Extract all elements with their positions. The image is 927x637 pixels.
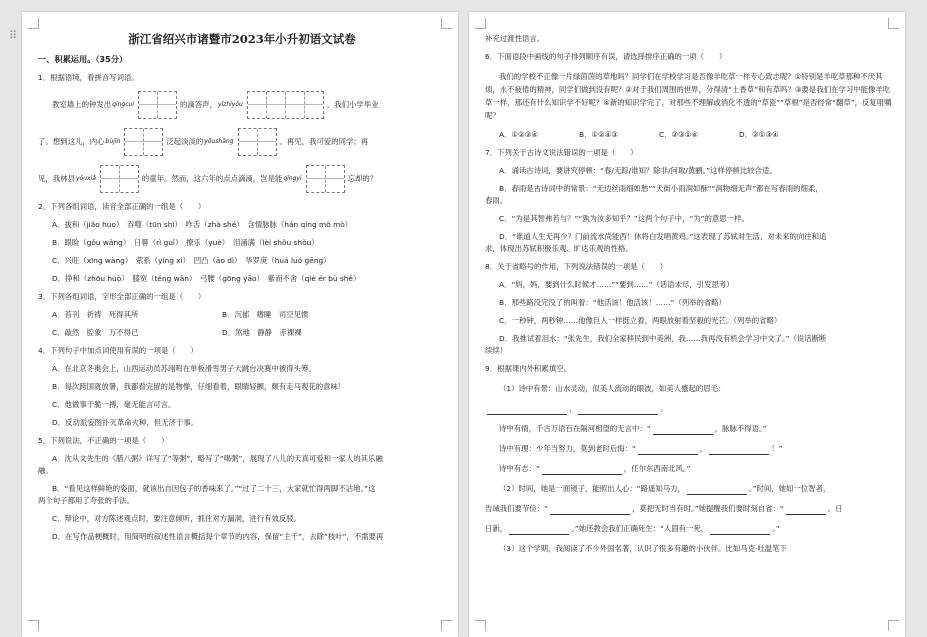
question-1-stem: 1．根据语境，看拼音写词语。	[38, 73, 139, 82]
question-4-stem: 4．下列句子中加点词使用有误的一项是（ ）	[38, 346, 198, 355]
text-span: 了。想到这儿，内心	[38, 137, 105, 146]
answer-blank[interactable]	[687, 486, 747, 495]
text-span: 的滴答声，	[180, 100, 217, 109]
pinyin: qīngcuì	[112, 101, 134, 108]
crop-mark	[441, 620, 452, 631]
option-b: B．“看见这样鲜艳的姿面，就该出自因包子的香味来了。”“过了二十三，大家就忙得两脚不沾地。”这	[52, 484, 376, 493]
option-a: A．苔刊 祈祷 死得其所	[52, 310, 139, 319]
crop-mark	[888, 620, 899, 631]
option-a: A．诵读古诗词，要讲究停顿：“春/无踪/谁知？除非/问取/黄鹂。”这样停顿比较合适。	[499, 166, 777, 175]
text-span: ，任尔东西南北风。”	[623, 464, 691, 473]
text-span: 。日	[827, 504, 843, 513]
pinyin: yīzhìyǒu	[217, 101, 243, 108]
pinyin: yōuxiǎ	[75, 175, 96, 182]
option-c: C．②③①④	[659, 130, 699, 139]
page-content	[485, 34, 893, 562]
fill-line: ， 。	[485, 402, 893, 415]
option-b: B．每次跨国就放暑，我都看完留的是物像，仔细看着，眼睛轻颤，颇有走马观花的意味！	[52, 382, 346, 391]
answer-blank[interactable]	[653, 426, 713, 435]
question-9-stem: 9．根据课内外积累填空。	[485, 364, 572, 373]
pinyin: bùjīn	[105, 138, 121, 145]
answer-blank[interactable]	[487, 406, 567, 415]
text-span: （2）时间，她是一面镜子，能照出人心：“路遥知马力，	[499, 484, 685, 493]
text-span: 。”她还教会我们正确死生：“人固有一死，	[571, 524, 709, 533]
question-8-stem: 8．关于省略号的作用，下列说法错误的一项是（ ）	[485, 262, 668, 271]
writing-grid[interactable]	[247, 91, 324, 119]
answer-blank[interactable]	[786, 506, 826, 515]
question-7-stem: 7．下列关于古诗文说法错误的一项是（ ）	[485, 148, 638, 157]
document-page-left	[22, 12, 458, 637]
option-d: D．“谁道人生无再少？门前流水尚能西！休将白发唱黄鸡。”这表现了苏轼对生活、对未来的向往和追	[499, 232, 827, 241]
option-a: A．①②③④	[499, 130, 538, 139]
text-span: 。	[660, 404, 668, 413]
text-span: 教室墙上的钟发出	[52, 100, 112, 109]
fill-line	[485, 502, 893, 515]
option-b: B．眼睑（gǒu wǎng） 日晷（rì guǐ） 撩乐（yuè） 泪涌满（lèi shǒu shǒu）	[52, 238, 319, 247]
answer-blank[interactable]	[542, 466, 622, 475]
option-d: D．挣和（zhōu huò） 膝宽（téng wǎn） 弓腰（gōng yāo） 紫而不舍（qiè ér bù shě）	[52, 274, 361, 283]
option-a: A．拔和（jiǎo huo） 吞噬（tūn shì） 咋舌（zhà shé） 含情脉脉（hán qíng mò mò）	[52, 220, 353, 229]
option-c: C．“为是其智弗若与？”“孰为汝多知乎？”这两个句子中，“为”的意思一样。	[499, 214, 749, 223]
fill-line	[499, 462, 893, 475]
fill-line	[499, 482, 893, 495]
pinyin-line-3	[38, 165, 446, 193]
option-b: B．春雨是古诗词中的常景：“无边丝雨细如愁”“天街小雨润如酥”“润物细无声”都在写春雨的细柔，	[499, 184, 823, 193]
question-6-stem: 6．下面语段中画线的句子排列顺序有误，请选择排序正确的一项（ ）	[485, 52, 727, 61]
text-span: 告诫我们要节俭：“	[485, 504, 548, 513]
question-2-stem: 2．下列各组词语，读音全部正确的一组是（ ）	[38, 202, 206, 211]
answer-blank[interactable]	[638, 446, 698, 455]
question-5-stem: 5．下列说法，不正确的一项是（ ）	[38, 436, 169, 445]
option-c: C．一秒钟，两秒钟……他像巨人一样挺立着，两眼放射着坚毅的光芒。（列举的省略）	[499, 316, 782, 325]
option-a-continued: 融。	[38, 466, 53, 475]
option-c: C．他做事干脆一搏，毫无能言可言。	[52, 400, 176, 409]
option-c: C．兴旺（xīng wàng） 萦系（yíng xì） 凹凸（āo dì） 华罗庚（huá luó gēng）	[52, 256, 331, 265]
text-span: 的童年。然而，这六年的点点滴滴，岂是能	[141, 174, 283, 183]
text-span: 。再见，我可爱的同学；再	[279, 137, 369, 146]
fill-line: 诗中有理：少年当努力，莫到老时后悔：“ ， ！”	[499, 444, 783, 453]
question-6-passage: 我们的学校不正像一片绿茵茵的草地吗？同学们在学校学习是否像羊吃草一样专心致志呢？①特别是羊吃草那种不厌其烦，永不疲倦的精神，同学们做到没有呢？②对于我们周围的世界，分得清“土香草”和有草吗？③要是我们在学习中能像羊吃草一样，那还有什么知识学不好呢？④新的知识学完了，对那些不理解或消化不透的“草瓷”“草根”是否经常“翻草”，反复咀嚼呢？	[485, 72, 892, 120]
fill-line	[499, 382, 893, 395]
fill-line	[499, 422, 893, 435]
drag-handle-icon[interactable]: ⠿	[9, 29, 19, 42]
option-a: A．“妈，妈，要到什么时候才……”“要到……”（话语未尽，引发思考）	[499, 280, 734, 289]
text-span: ，脉脉不得语。”	[714, 424, 767, 433]
option-d: D．在写作品梗概时，用简明的叙述性语言概括每个章节的内容，保留“主干”，去除“枝叶”，不需要再	[52, 532, 384, 541]
continued-text: 补充过渡性语言。	[485, 34, 545, 43]
option-b: B．沉郁 嗜睡 司空见惯	[222, 310, 309, 319]
answer-blank[interactable]	[509, 526, 569, 535]
text-span: ！”	[771, 444, 783, 453]
answer-blank[interactable]	[550, 506, 630, 515]
crop-mark	[441, 18, 452, 29]
text-span: 。”时间，她如一位智者，	[748, 484, 831, 493]
text-span: 日新，	[485, 524, 508, 533]
text-span: ，我们小学毕业	[326, 100, 379, 109]
option-row	[52, 328, 446, 338]
option-c: C．敲然 腔象 万不得已	[52, 328, 139, 337]
document-page-right	[469, 12, 905, 637]
crop-mark	[28, 620, 39, 631]
option-b: B．①②④③	[579, 130, 618, 139]
pinyin: qīngyì	[283, 175, 302, 182]
option-row	[52, 310, 446, 320]
answer-blank[interactable]	[578, 406, 658, 415]
page-content	[38, 34, 446, 550]
text-span: 泛起淡淡的	[166, 137, 204, 146]
option-d-continued: 求，体现出苏轼积极乐观、旷达乐观的性格。	[485, 244, 633, 253]
writing-grid[interactable]	[238, 128, 277, 156]
crop-mark	[475, 620, 486, 631]
pinyin: yōushāng	[204, 138, 234, 145]
writing-grid[interactable]	[138, 91, 177, 119]
pinyin-line-2	[38, 128, 446, 156]
text-span: （1）诗中有景：山水灵动，似美人流动的眼波，如美人蹙起的眉毛：	[499, 384, 726, 393]
answer-blank[interactable]	[710, 526, 770, 535]
option-b-continued: 两个句子都用了夸张的手法。	[38, 496, 135, 505]
text-span: 诗中有情，千古万语百在隔河相望的无言中：“	[499, 424, 651, 433]
crop-mark	[475, 18, 486, 29]
writing-grid[interactable]	[306, 165, 345, 193]
option-c: C．辩论中，对方陈述观点时，要注意倾听，抓住对方漏洞，进行有效反驳。	[52, 514, 302, 523]
option-b: B．那些路没完没了的叫着：“他活该！他活该！……”（列举的省略）	[499, 298, 727, 307]
option-d: D．反动派妄图扑灭革命火种，但无济于事。	[52, 418, 199, 427]
option-row	[499, 130, 893, 140]
option-a: A．在北京冬奥会上，山西运动员苏翊鸣在单板滑雪男子大跳台决赛中被得头筹。	[52, 364, 316, 373]
option-b-continued: 春雨。	[485, 196, 508, 205]
text-span: 见，我林县	[38, 174, 75, 183]
option-a: A．沈从文先生的《腊八粥》详写了“等粥”，略写了“喝粥”，展现了八儿的天真可爱和一家人的其乐融	[52, 454, 383, 463]
writing-grid[interactable]	[124, 128, 163, 156]
option-d: D．我推试着泪水：“张先生，我们全家移民到中美洲，我……我再没有机会学习中文了。”（说话断断	[499, 334, 827, 343]
text-span: ，莫把无时当有时。”她提醒我们要时刻自省：“	[631, 504, 784, 513]
writing-grid[interactable]	[100, 165, 139, 193]
text-span: 诗中有理：少年当努力，莫到老时后悔：“	[499, 444, 636, 453]
pinyin-line-1	[38, 91, 446, 119]
option-d-continued: 续续）	[485, 346, 508, 355]
section-heading: 一、积累运用。（35分）	[38, 54, 128, 64]
fill-line	[485, 522, 893, 535]
text-span: 。”	[772, 524, 780, 533]
question-3-stem: 3．下列各组词语，字形全部正确的一组是（ ）	[38, 292, 206, 301]
text-span: 忘却的？	[347, 174, 378, 183]
text-span: 诗中有志：“	[499, 464, 540, 473]
option-d: D．②①③④	[739, 130, 779, 139]
option-d: D．煞地 静静 赤裸裸	[222, 328, 302, 337]
answer-blank[interactable]	[709, 446, 769, 455]
crop-mark	[28, 18, 39, 29]
crop-mark	[888, 18, 899, 29]
text-span: （3）这个学期，我阅读了不少外国名著，认识了很多有趣的小伙伴。比如马克·吐温笔下	[499, 544, 787, 553]
exam-title: 浙江省绍兴市诸暨市2023年小升初语文试卷	[128, 32, 356, 46]
fill-line	[499, 542, 893, 555]
